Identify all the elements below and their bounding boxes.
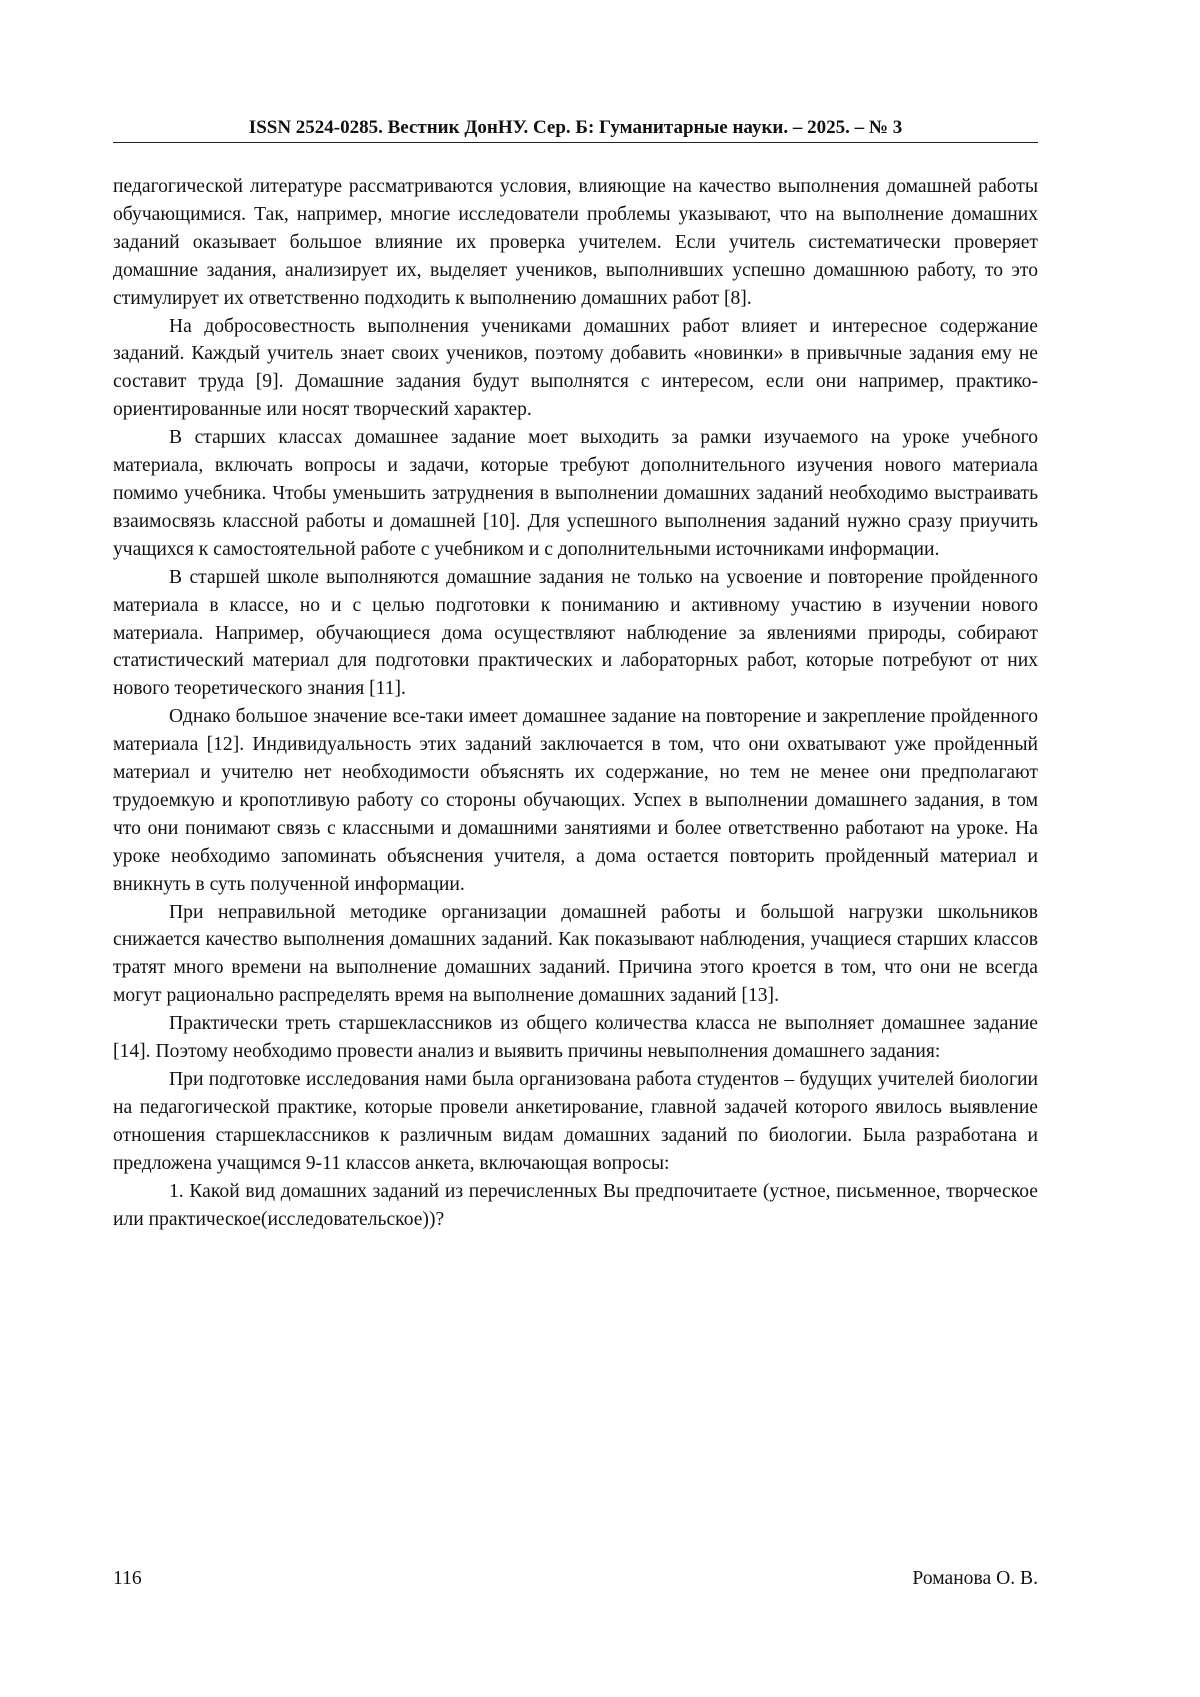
- paragraph: В старшей школе выполняются домашние задания не только на усвоение и повторение пройденного материала в классе, но и с целью подготовки к пониманию и активному участию в изучении нового материала. Например, обучающиеся дома осуществляют наблюдение за явлениями природы, собирают статистический материал для подготовки практических и лабораторных работ, которые потребуют от них нового теоретического знания [11].: [113, 566, 1038, 700]
- paragraph: При неправильной методике организации домашней работы и большой нагрузки школьников снижается качество выполнения домашних заданий. Как показывают наблюдения, учащиеся старших классов тратят много времени на выполнение домашних заданий. Причина этого кроется в том, что они не всегда могут рационально распределять время на выполнение домашних заданий [13].: [113, 901, 1038, 1007]
- paragraph: В старших классах домашнее задание моет выходить за рамки изучаемого на уроке учебного материала, включать вопросы и задачи, которые требуют дополнительного изучения нового материала помимо учебника. Чтобы уменьшить затруднения в выполнении домашних заданий необходимо выстраивать взаимосвязь классной работы и домашней [10]. Для успешного выполнения заданий нужно сразу приучить учащихся к самостоятельной работе с учебником и с дополнительными источниками информации.: [113, 427, 1038, 560]
- page-number: 116: [113, 1568, 142, 1589]
- footer-author: Романова О. В.: [912, 1568, 1038, 1589]
- header-divider: [113, 142, 1038, 143]
- paragraph: педагогической литературе рассматриваются условия, влияющие на качество выполнения домашней работы обучающимися. Так, например, многие исследователи проблемы указывают, что на выполнение домашних заданий оказывает большое влияние их проверка учителем. Если учитель систематически проверяет домашние задания, анализирует их, выделяет учеников, выполнивших успешно домашнюю работу, то это стимулирует их ответственно подходить к выполнению домашних работ [8].: [113, 176, 1038, 309]
- article-body: [113, 173, 1038, 1233]
- paragraph: На добросовестность выполнения учениками домашних работ влияет и интересное содержание заданий. Каждый учитель знает своих учеников, поэтому добавить «новинки» в привычные задания ему не составит труда [9]. Домашние задания будут выполнятся с интересом, если они например, практико-ориентированные или носят творческий характер.: [113, 315, 1038, 421]
- list-item: 1. Какой вид домашних заданий из перечисленных Вы предпочитаете (устное, письменное, творческое или практическое(исследовательское))?: [113, 1180, 1038, 1230]
- paragraph: Практически треть старшеклассников из общего количества класса не выполняет домашнее задание [14]. Поэтому необходимо провести анализ и выявить причины невыполнения домашнего задания:: [113, 1013, 1038, 1063]
- running-header: ISSN 2524-0285. Вестник ДонНУ. Сер. Б: Гуманитарные науки. – 2025. – № 3: [248, 117, 903, 138]
- paragraph: Однако большое значение все-таки имеет домашнее задание на повторение и закрепление пройденного материала [12]. Индивидуальность этих заданий заключается в том, что они охватывают уже пройденный материал и учителю нет необходимости объяснять их содержание, но тем не менее они предполагают трудоемкую и кропотливую работу со стороны обучающих. Успех в выполнении домашнего задания, в том что они понимают связь с классными и домашними занятиями и более ответственно работают на уроке. На уроке необходимо запоминать объяснения учителя, а дома остается повторить пройденный материал и вникнуть в суть полученной информации.: [113, 706, 1038, 895]
- paragraph: При подготовке исследования нами была организована работа студентов – будущих учителей биологии на педагогической практике, которые провели анкетирование, главной задачей которого явилось выявление отношения старшеклассников к различным видам домашних заданий по биологии. Была разработана и предложена учащимся 9-11 классов анкета, включающая вопросы:: [113, 1069, 1038, 1174]
